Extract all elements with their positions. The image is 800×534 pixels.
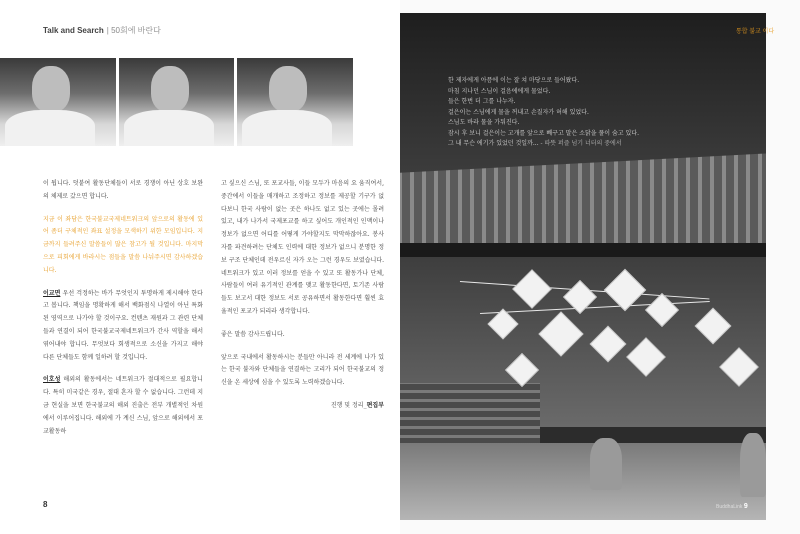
brand-name: BuddhaLink [716,504,743,510]
speaker-name: 이교면 [43,289,61,297]
page-footer-right [716,503,748,510]
article-credit: 진행 및 정리_편집부 [330,401,384,409]
panelist-photo-2 [119,58,235,146]
moderator-question: 지금 이 좌담은 한국불교국제네트워크의 앞으로의 활동에 있어 좀더 구체적인 좌표 설정을 모색하기 위한 모임입니다. 지금까지 들려주신 말씀들이 많은 참고가 될 것입니다. 마지막으로 피회에게 바라시는 점들을 말씀 나눠주시면 감사하겠습니다. [43,215,203,274]
page-number-left: 8 [43,500,48,509]
paragraph: 이 됩니다. 덧붙여 활동단체들이 서로 경쟁이 아닌 상호 보완의 체제로 갔으면 합니다. [43,180,203,200]
quote-source: - 따뜻 퍼즐 넘기 너터의 중에서 [540,140,622,147]
text-column-2 [221,178,384,413]
panelist-photo-1 [0,58,116,146]
paragraph: 이호성 해외의 활동에서는 네트워크가 절대적으로 필요합니다. 특히 미국같은 경우, 절대 혼자 할 수 없습니다. 그런데 지금 현실을 보면 한국불교의 해외 진출은 전부 개별적인 차원에서 이루어집니다. 해외에 가 계신 스님, 앞으로 해외에서 포교활동하 [43,376,203,435]
panelist-photo-3 [237,58,353,146]
paragraph: 좋은 말씀 감사드립니다. [221,330,285,338]
crouching-monk [740,433,766,497]
text-column-1 [43,178,203,448]
section-subtitle: | 50회에 바란다 [106,26,161,35]
paragraph: 이교면 우선 걱정하는 바가 무엇인지 투명하게 제시해야 한다고 봅니다. 책임을 명확하게 해서 백화점식 나열이 아닌 특화된 영역으로 나가야 할 것이구요. 컨텐츠 재원과 그 관련 단체들과 연결이 되어 한국불교국제네트워크가 간사 역할을 해서 엮어내야 합니다. 무엇보다 회생적으로 소신을 가지고 해야 다른 단체들도 함께 일하려 할 것입니다. [43,289,203,361]
photo-caption-quote: 한 제자에게 아픔에 이는 잘 쳐 마당으로 들어왔다. 마침 지나던 스님이 걸음에에게 물었다. 들은 한번 더 그를 나누자. 걸은이는 스님에게 물을 꺼내고 손질자가 허해 있었다. 스님도 바라 물을 가둬진다. 잠시 후 보니 걸은이는 고개를 앞으로 빼구고 말은 소닭을 풀이 숨고 있다. 그 내 무슨 에기가 있었던 것일까... - 따뜻 퍼즐 넘기 너터의 중에서 [448,77,639,147]
page-number-right: 9 [743,503,748,510]
paragraph: 앞으로 국내에서 활동하시는 분들만 아니라 전 세계에 나가 있는 한국 불자와 단체들을 연결하는 고리가 되어 한국불교의 정신을 온 세상에 심을 수 있도록 노력하겠습니다. [221,353,384,387]
section-title: Talk and Search [43,26,104,35]
paragraph: 고 싶으신 스님, 또 포교사들, 이들 모두가 마음의 요 움직여서, 중간에서 이들을 매개하고 조정하고 정보를 제공할 기구가 없다보니 한국 사람이 없는 곳은 하나도 없고 있는 곳에는 몰려 있고, 내가 나가서 국제포교를 하고 싶어도 개인적인 인맥이나 정보가 없으면 어디를 어떻게 가야할지도 막막하잖아요. 봉사자를 파견하려는 단체도 인력에 대한 정보가 없으니 분명한 정보 구조 단체인데 전우르신 자가 오는 그런 경우도 보였습니다. 네트워크가 있고 이러 정보를 얻을 수 있고 또 활동가나 단체, 사람들이 여러 유기적인 관계를 맺고 활동한다면, 토기존 사람들도 보고서 대한 정보도 서로 공유하면서 활동한다면 훨씬 효율적인 포교가 되리라 생각합니다. [221,180,384,315]
page-tagline: 통합 불교 이다 [736,29,775,35]
speaker-name: 이호성 [43,376,61,384]
section-header [43,25,161,36]
panel-photo-strip [0,58,353,146]
crouching-figure [590,438,622,490]
